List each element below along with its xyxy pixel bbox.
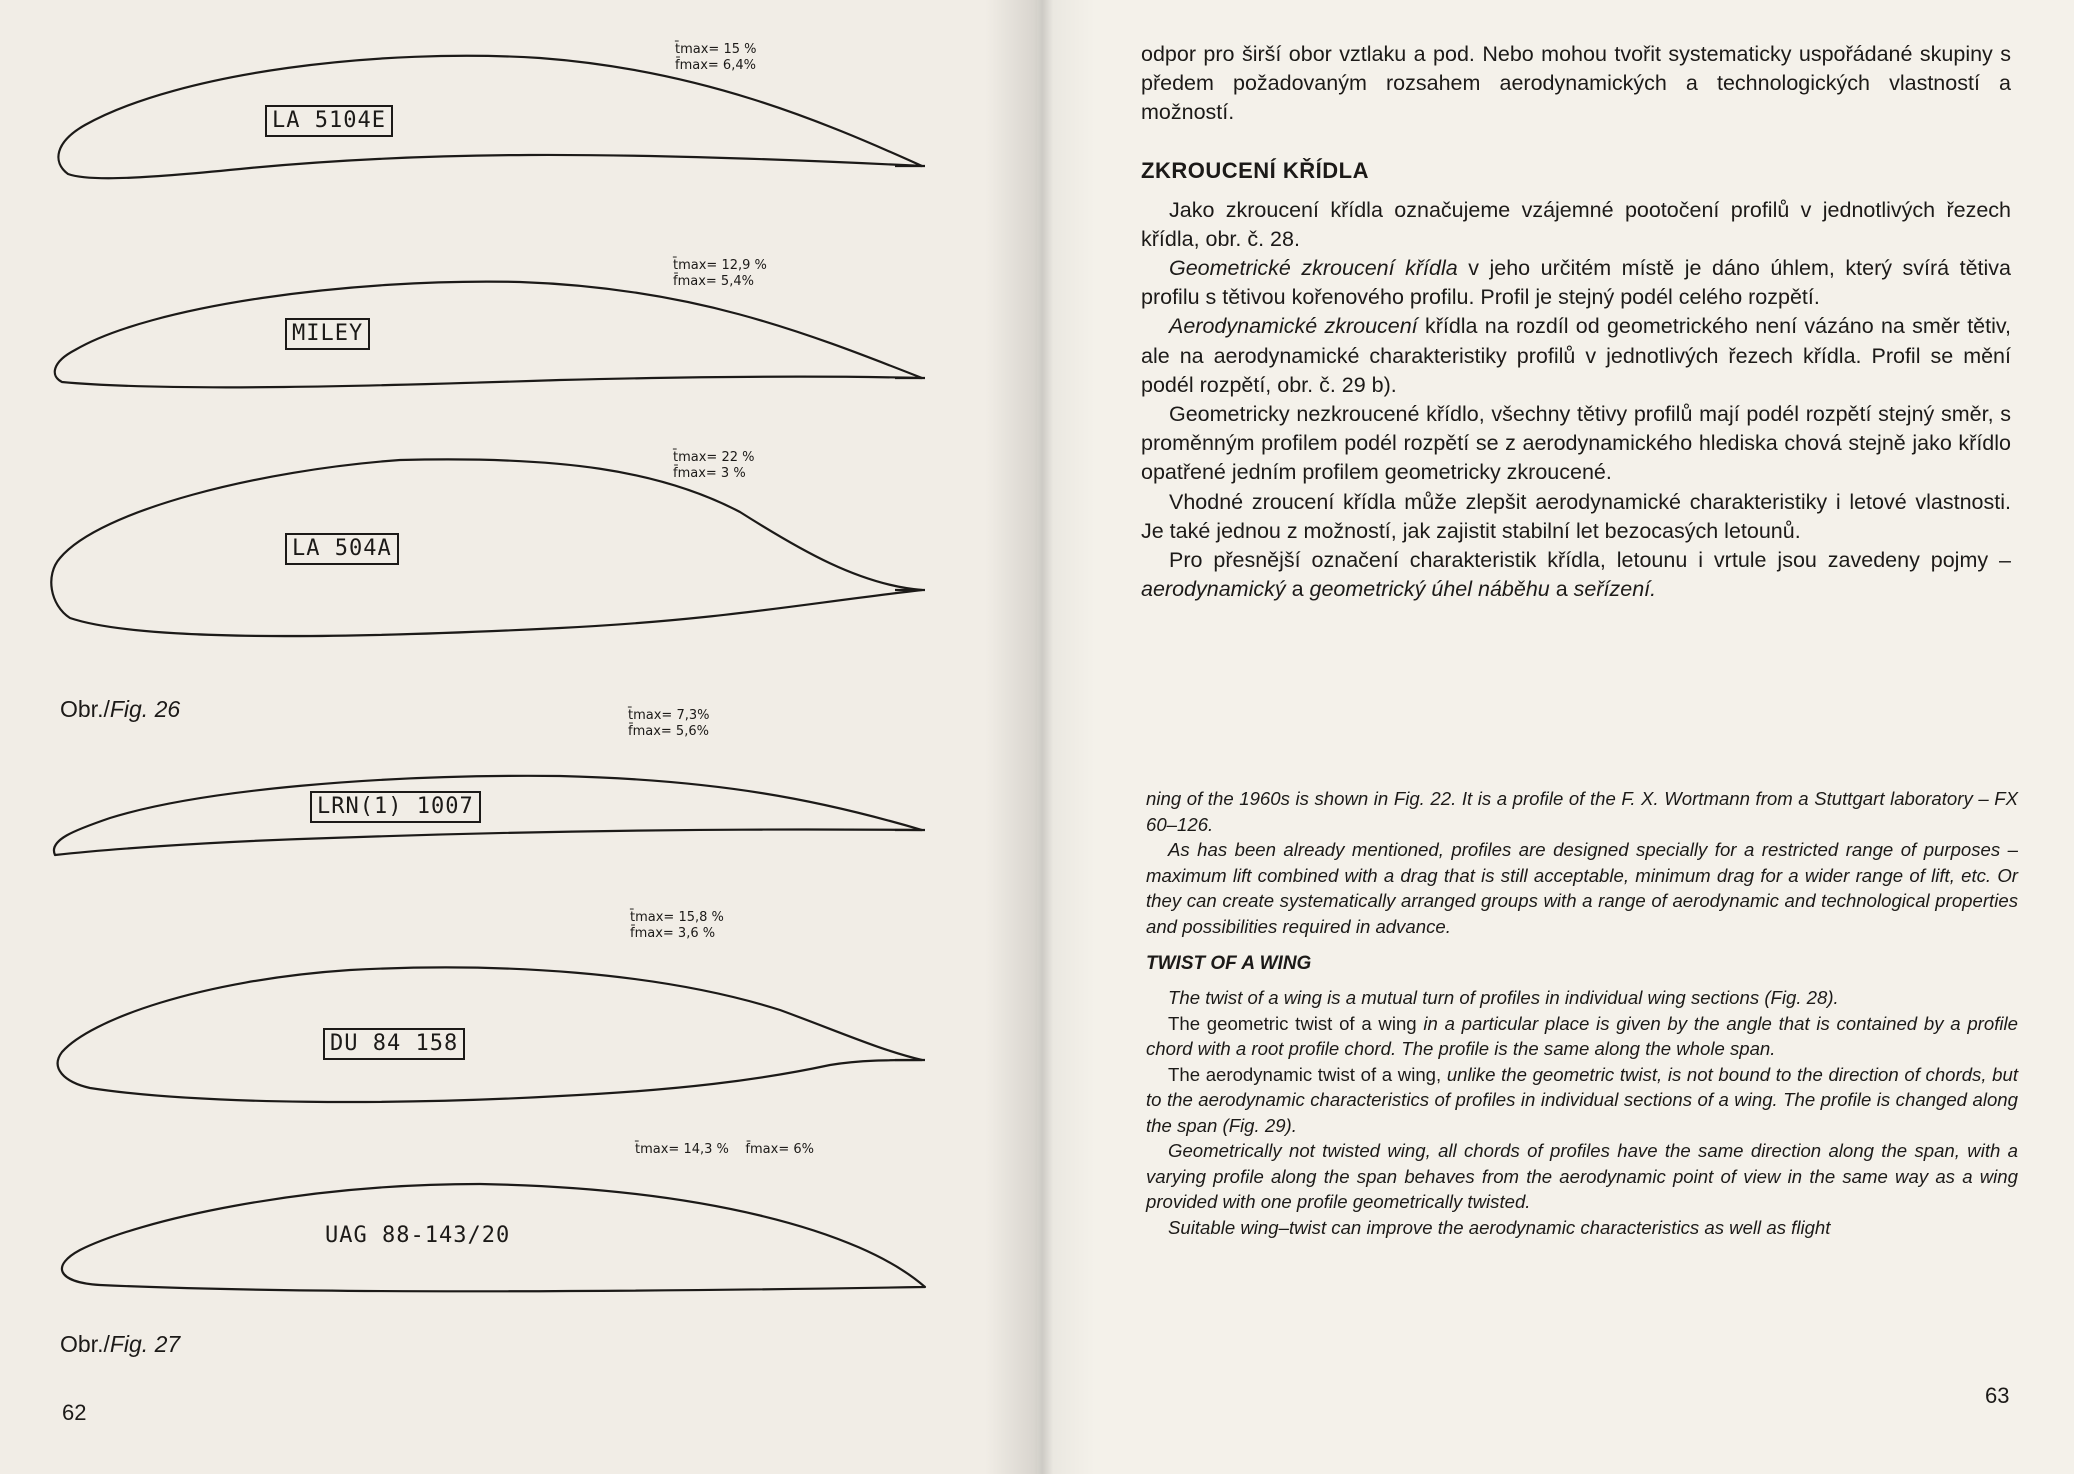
profile-label-la-504a: LA 504A [285, 533, 399, 565]
caption-fig: Fig. 26 [109, 696, 181, 722]
cz-paragraph-4 [1141, 312, 2011, 400]
airfoil-du-84-158 [58, 967, 922, 1102]
fmax-symbol: f̄max [745, 1142, 779, 1157]
tmax-uag-88-143-20 [635, 1142, 814, 1158]
en-paragraph-2: As has been already mentioned, profiles are designed specially for a restricted range of purposes – maximum lift combined with a drag that is still acceptable, minimum drag for a wider range of lift, etc. Or they can create systematically arranged groups with a range of aerodynamic and technological properties and possibilities required in advance. [1146, 839, 2018, 937]
en-paragraph-6: Geometrically not twisted wing, all chords of profiles have the same direction along the span, with a varying profile along the span behaves from the aerodynamic point of view in the same way as a wing provided with one profile geometrically twisted. [1146, 1140, 2018, 1212]
profile-label-du-84-158: DU 84 158 [323, 1028, 465, 1060]
cz-term-aerodynamic: Aerodynamické zkroucení [1169, 314, 1418, 339]
tmax-symbol: t̄max [630, 910, 664, 925]
fmax-symbol: f̄max [673, 274, 706, 289]
fmax-value: = 6,4% [707, 58, 756, 73]
tmax-la-504a [673, 450, 754, 482]
profile-label-lrn-1-1007: LRN(1) 1007 [310, 791, 481, 823]
en-paragraph-5 [1146, 1062, 2018, 1139]
tmax-la-5104e [675, 42, 756, 74]
fmax-symbol: f̄max [630, 926, 663, 941]
caption-prefix: Obr./ [60, 1331, 110, 1357]
airfoil-la-504a [51, 459, 922, 636]
profile-label-la-5104e: LA 5104E [265, 105, 393, 137]
airfoil-la-5104e [58, 56, 922, 178]
tmax-value: = 15 % [708, 42, 757, 57]
tmax-value: = 12,9 % [706, 258, 767, 273]
en-p5-text: unlike the geometric twist, is not bound to the direction of chords, but to the aerodynamic characteristics of profiles in individual sections of a wing. The profile is changed along the span (Fig. 29). [1146, 1063, 2018, 1136]
czech-text-block [1141, 40, 2011, 604]
fmax-value: = 5,4% [705, 274, 754, 289]
tmax-symbol: t̄max [635, 1142, 669, 1157]
tmax-lrn-1-1007 [628, 708, 709, 740]
cz-p3-text: v jeho určitém místě je dáno úhlem, který svírá tětiva profilu s tětivou kořenového profilu. Profil je stejný podél celého rozpětí. [1141, 256, 2012, 310]
cz-term-angle: geometrický úhel náběhu [1309, 577, 1550, 602]
page-number-right: 63 [1985, 1383, 2010, 1408]
cz-paragraph-2: Jako zkroucení křídla označujeme vzájemné pootočení profilů v jednotlivých řezech křídla, obr. č. 28. [1141, 197, 2011, 251]
tmax-value: = 14,3 % [668, 1142, 729, 1157]
en-p4-text: in a particular place is given by the angle that is contained by a profile chord with a root profile chord. The profile is the same along the whole span. [1146, 1012, 2018, 1059]
tmax-symbol: t̄max [673, 450, 707, 465]
tmax-symbol: t̄max [628, 708, 662, 723]
airfoil-miley [55, 282, 922, 388]
en-paragraph-7: Suitable wing–twist can improve the aerodynamic characteristics as well as flight [1168, 1216, 1831, 1238]
figure-26-caption [60, 695, 180, 723]
cz-term-geometric: Geometrické zkroucení křídla [1169, 256, 1458, 281]
en-paragraph-1: ning of the 1960s is shown in Fig. 22. It is a profile of the F. X. Wortmann from a Stuttgart laboratory – FX 60–126. [1146, 788, 2018, 835]
fmax-value: = 3,6 % [662, 926, 716, 941]
figure-27-caption [60, 1330, 180, 1358]
cz-p7-and: a [1549, 577, 1574, 602]
tmax-value: = 22 % [706, 450, 755, 465]
en-section-heading: TWIST OF A WING [1146, 953, 1312, 974]
profile-label-miley: MILEY [285, 318, 370, 350]
cz-term-aero: aerodynamický [1141, 577, 1286, 602]
english-text-block [1146, 786, 2018, 1240]
en-term-aerodynamic: The aerodynamic twist of a wing, [1168, 1063, 1442, 1085]
cz-paragraph-1: odpor pro širší obor vztlaku a pod. Nebo mohou tvořit systematicky uspořádané skupiny s předem požadovaným rozsahem aerodynamických a technologických vlastností a možností. [1141, 42, 2011, 125]
fmax-value: = 6% [778, 1142, 814, 1157]
page-number-left: 62 [62, 1400, 87, 1425]
en-paragraph-4 [1146, 1011, 2018, 1062]
tmax-symbol: t̄max [673, 258, 707, 273]
caption-fig: Fig. 27 [109, 1331, 181, 1357]
airfoil-lrn-1-1007 [54, 776, 922, 855]
tmax-value: = 7,3% [661, 708, 710, 723]
fmax-value: = 3 % [705, 466, 746, 481]
tmax-value: = 15,8 % [663, 910, 724, 925]
tmax-miley [673, 258, 767, 290]
cz-p4-text: křídla na rozdíl od geometrického není vázáno na směr tětiv, ale na aerodynamické charakteristiky profilů v jednotlivých řezech křídla. Profil se mění podél rozpětí, obr. č. 29 b). [1141, 314, 2012, 397]
cz-paragraph-3 [1141, 254, 2011, 312]
cz-p7-start: Pro přesnější označení charakteristik křídla, letounu i vrtule jsou zavedeny pojmy – [1169, 548, 2011, 573]
profile-label-uag-88-143-20: UAG 88-143/20 [325, 1223, 511, 1248]
cz-p7-mid: a [1285, 577, 1310, 602]
tmax-du-84-158 [630, 910, 724, 942]
fmax-symbol: f̄max [673, 466, 706, 481]
fmax-symbol: f̄max [628, 724, 661, 739]
en-term-geometric: The geometric twist of a wing [1168, 1012, 1417, 1034]
cz-paragraph-6: Vhodné zroucení křídla může zlepšit aerodynamické charakteristiky i letové vlastnosti. Je také jednou z možností, jak zajistit stabilní let bezocasých letounů. [1141, 489, 2011, 543]
fmax-value: = 5,6% [660, 724, 709, 739]
cz-paragraph-5: Geometricky nezkroucené křídlo, všechny tětivy profilů mají podél rozpětí stejný směr, s proměnným profilem podél rozpětí se z aerodynamického hlediska chová stejně jako křídlo opatřené jedním profilem geometricky zkroucené. [1141, 402, 2011, 485]
cz-paragraph-7 [1141, 546, 2011, 604]
cz-term-setting: seřízení. [1573, 577, 1657, 602]
tmax-symbol: t̄max [675, 42, 709, 57]
cz-section-heading: ZKROUCENÍ KŘÍDLA [1141, 157, 1369, 183]
en-paragraph-3: The twist of a wing is a mutual turn of profiles in individual wing sections (Fig. 28). [1168, 987, 1839, 1008]
fmax-symbol: f̄max [675, 58, 708, 73]
caption-prefix: Obr./ [60, 696, 110, 722]
